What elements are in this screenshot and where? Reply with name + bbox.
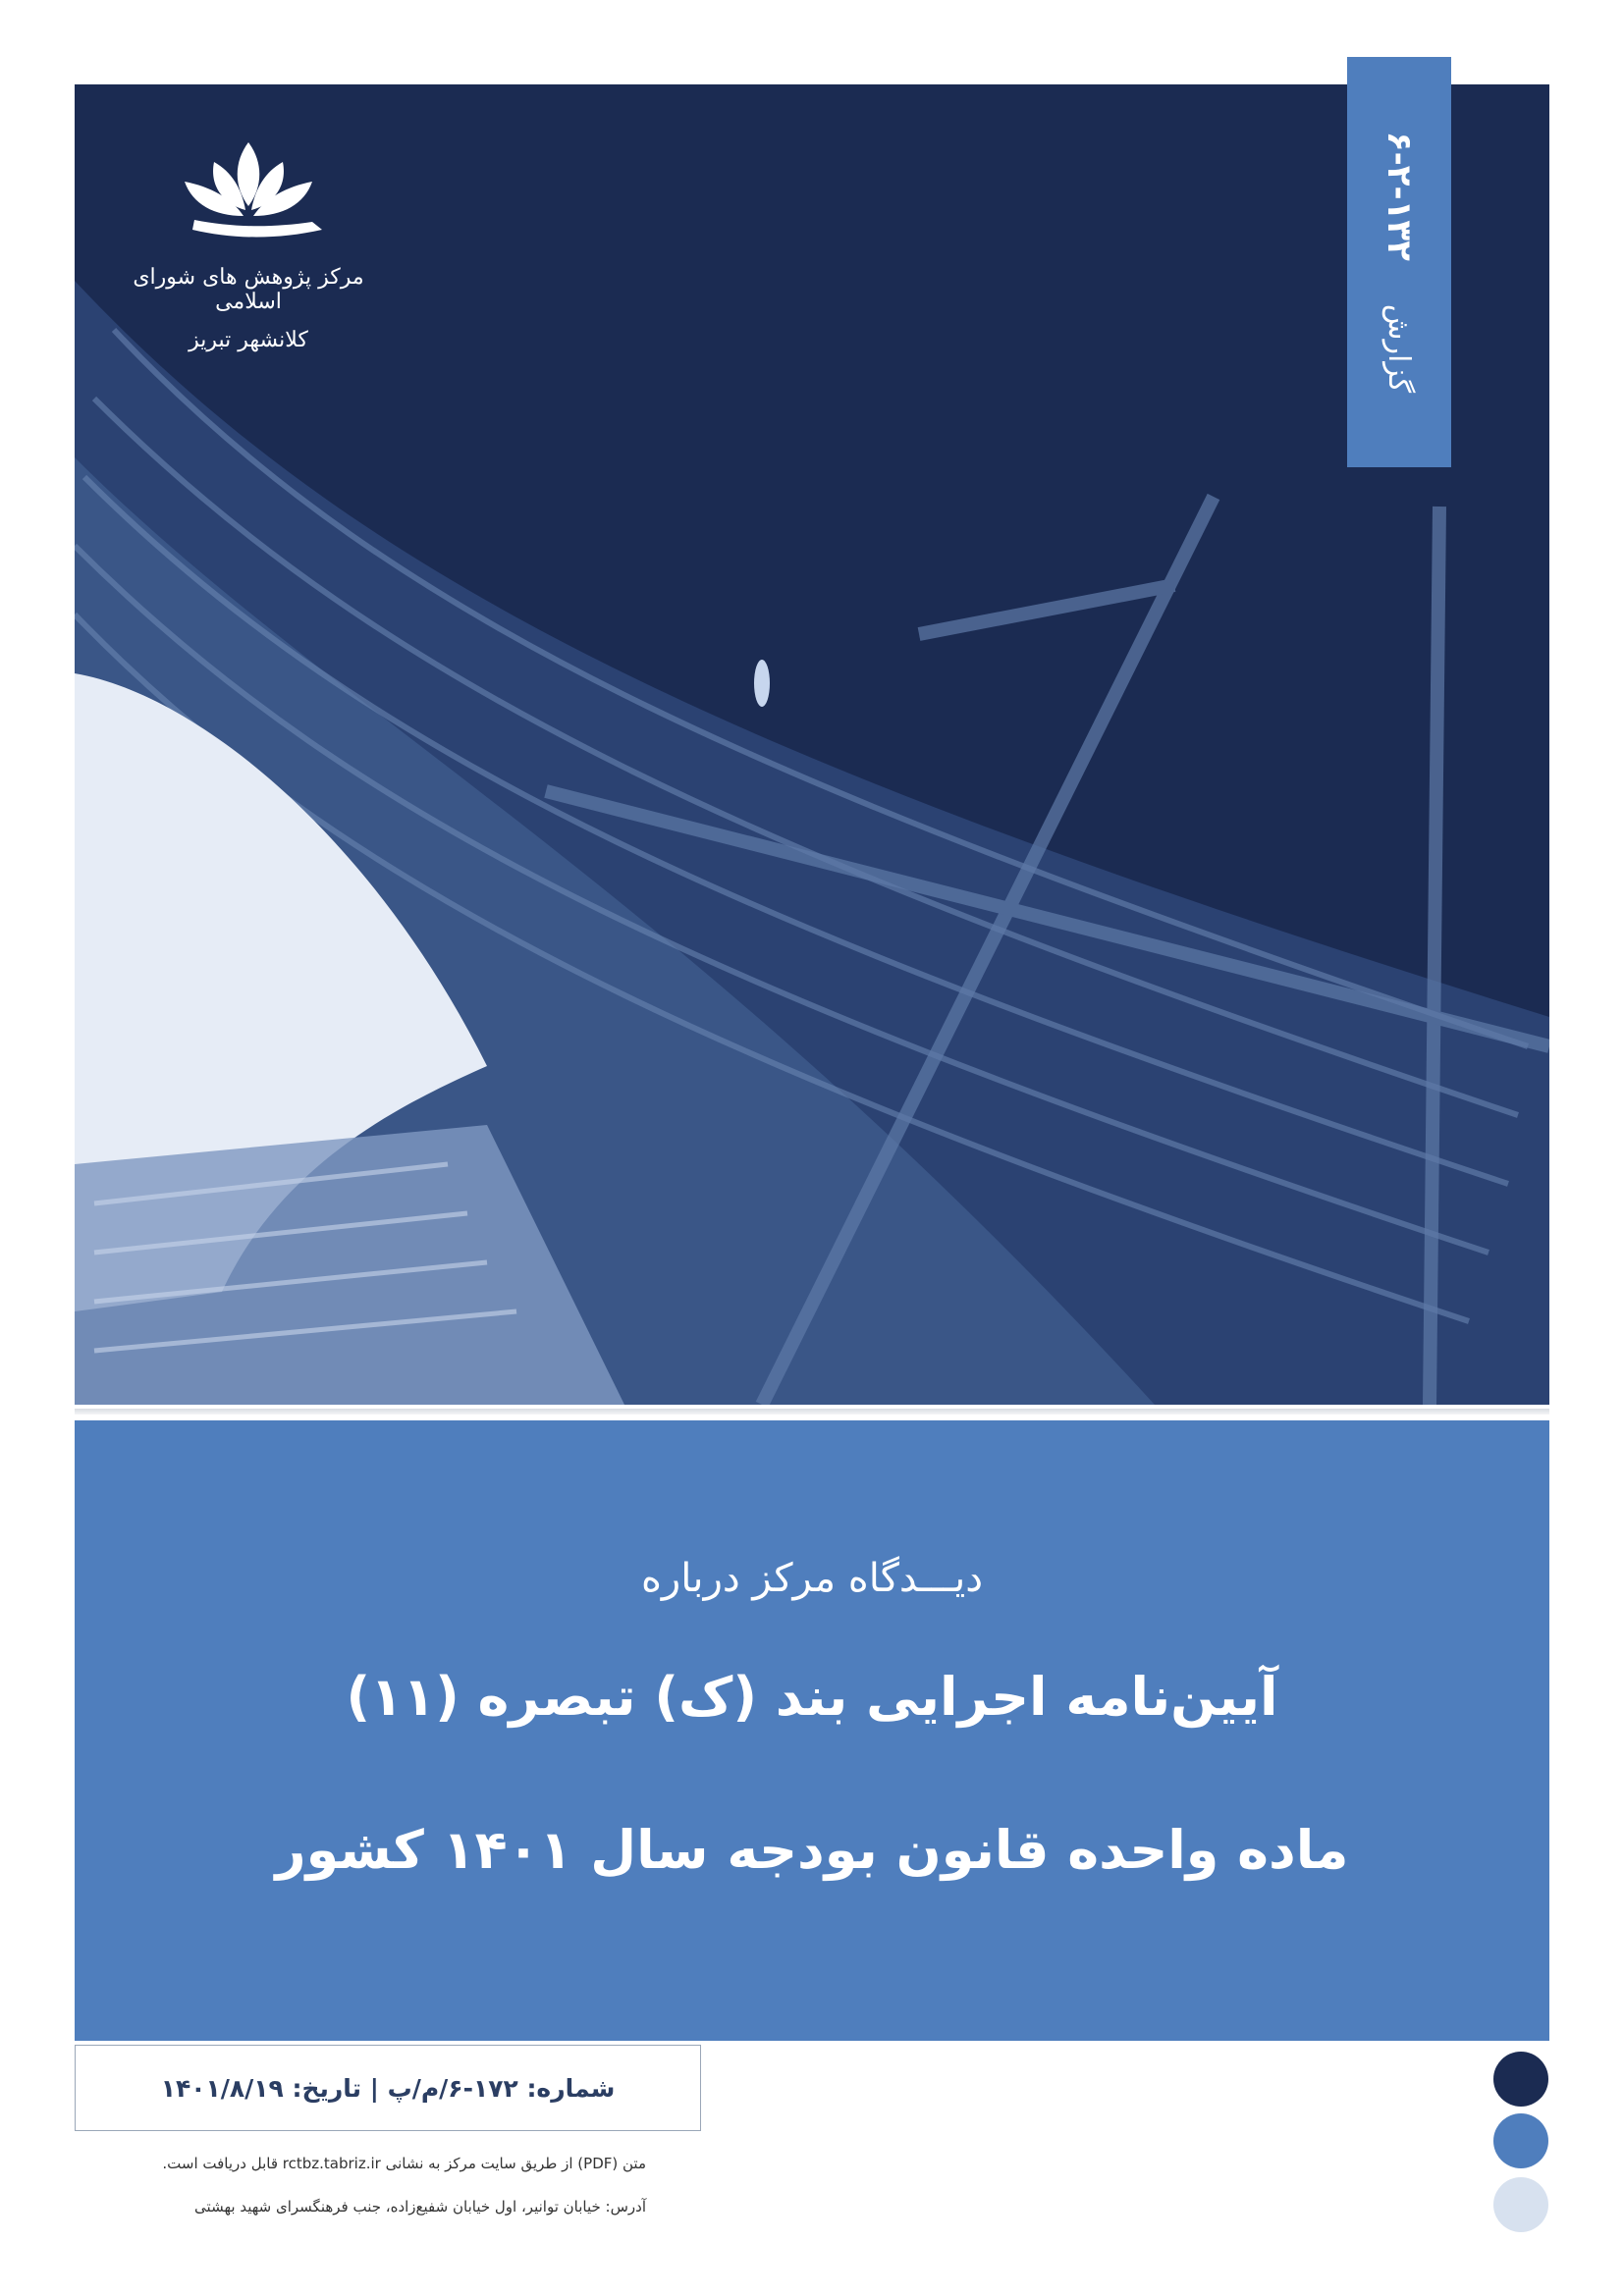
- report-tag-number: ۶-۲-۱۳۲: [1380, 131, 1420, 261]
- document-number-date: شماره: ۱۷۲-۶/م/پ | تاریخ: ۱۴۰۱/۸/۱۹: [160, 2073, 616, 2103]
- pdf-note: متن (PDF) از طریق سایت مرکز به نشانی rctbz.tabriz.ir قابل دریافت است.: [162, 2155, 646, 2172]
- title-line-2: ماده واحده قانون بودجه سال ۱۴۰۱ کشور: [275, 1819, 1349, 1881]
- report-tag: [1347, 57, 1451, 467]
- divider: [75, 1409, 1549, 1415]
- light-dot: [1493, 2177, 1548, 2232]
- title-panel: [75, 1420, 1549, 2041]
- address-note: آدرس: خیابان توانیر، اول خیابان شفیع‌زاده، جنب فرهنگسرای شهید بهشتی: [194, 2198, 646, 2216]
- blue-dot: [1493, 2113, 1548, 2168]
- title-line-1: آیین‌نامه اجرایی بند (ک) تبصره (۱۱): [346, 1666, 1278, 1728]
- navy-dot: [1493, 2052, 1548, 2107]
- document-meta-box: [75, 2045, 701, 2131]
- title-kicker: دیـــدگاه مرکز درباره: [640, 1556, 984, 1601]
- lotus-pen-icon: [175, 137, 322, 245]
- organization-logo: [106, 137, 391, 422]
- report-tag-label: گزارش: [1381, 303, 1417, 394]
- organization-name: مرکز پژوهش های شورای اسلامی: [133, 265, 364, 314]
- organization-city: کلانشهر تبریز: [189, 328, 308, 352]
